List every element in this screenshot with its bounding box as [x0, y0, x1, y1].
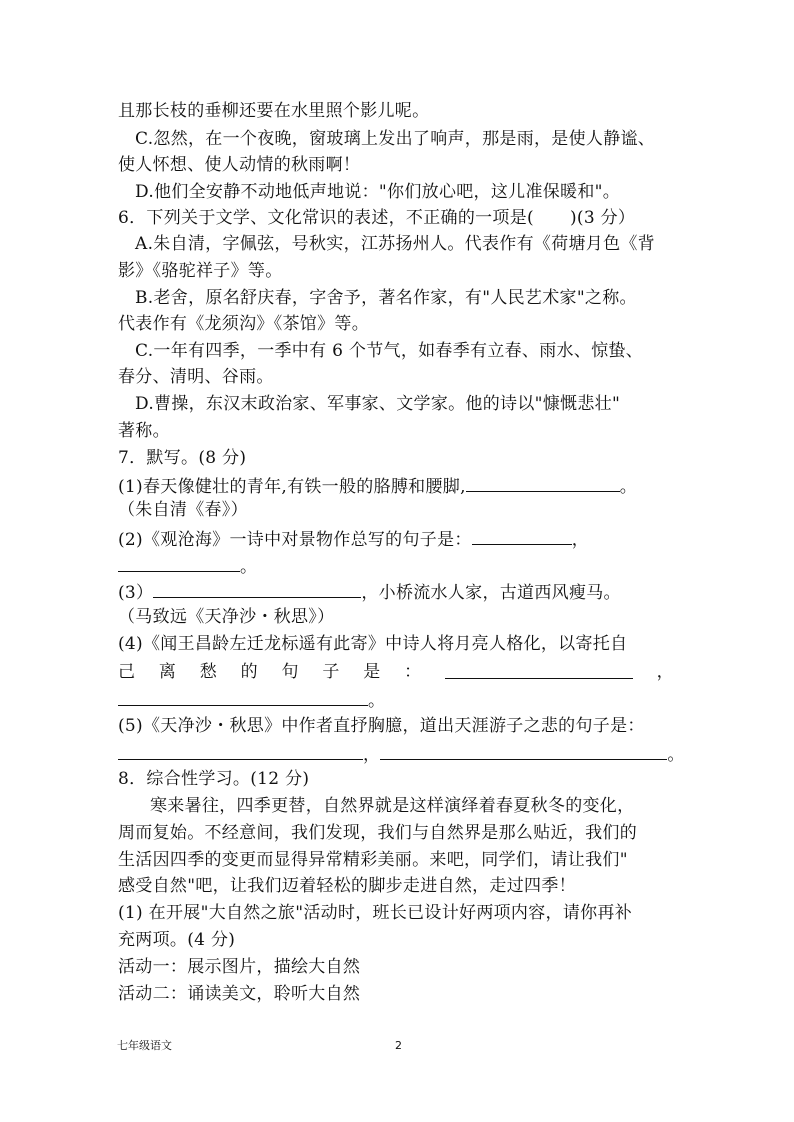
q8-passage-line: 寒来暑往，四季更替，自然界就是这样演绎着春夏秋冬的变化，	[150, 796, 635, 816]
question-6-score: )(3 分）	[569, 208, 636, 228]
q7-item-2-cont	[118, 555, 257, 577]
char: 子	[322, 662, 340, 682]
q7-item-4: (4)《闻王昌龄左迁龙标遥有此寄》中诗人将月亮人格化，以寄托自	[118, 634, 628, 654]
question-6-text: 6．下列关于文学、文化常识的表述，不正确的一项是(	[118, 208, 534, 228]
q8-sub-1-cont: 充两项。(4 分)	[118, 930, 236, 950]
q5-option-c: C.忽然，在一个夜晚，窗玻璃上发出了响声，那是雨，是使人静谧、	[135, 129, 656, 149]
q6-option-c: C.一年有四季，一季中有 6 个节气，如春季有立春、雨水、惊蛰、	[135, 341, 644, 361]
q6-option-d-cont: 著称。	[118, 421, 170, 441]
q8-passage-line: 周而复始。不经意间，我们发现，我们与自然界是那么贴近，我们的	[118, 823, 637, 843]
activity-2: 活动二：诵读美文，聆听大自然	[118, 984, 361, 1004]
q6-option-a: A.朱自清，字佩弦，号秋实，江苏扬州人。代表作有《荷塘月色《背	[135, 234, 655, 254]
question-7-stem: 7．默写。(8 分)	[118, 448, 247, 468]
q7-item-1-text: (1)春天像健壮的青年,有铁一般的胳膊和腰脚,	[118, 477, 466, 497]
char: 离	[158, 662, 177, 682]
punct: 。	[240, 557, 258, 577]
punct: 。	[619, 477, 638, 497]
char: 愁	[199, 662, 218, 682]
q7-item-1-source: （朱自清《春》）	[118, 500, 248, 520]
q6-option-b: B.老舍，原名舒庆春，字舍予，著名作家，有"人民艺术家"之称。	[135, 288, 637, 308]
answer-blank[interactable]	[118, 743, 363, 760]
q8-sub-1: (1) 在开展"大自然之旅"活动时，班长已设计好两项内容，请你再补	[118, 903, 633, 923]
q7-item-1	[118, 475, 637, 497]
char: ：	[404, 662, 422, 682]
punct: ，	[656, 662, 674, 682]
q7-item-4-cont	[118, 662, 674, 682]
answer-blank[interactable]	[153, 581, 361, 598]
q7-item-2	[118, 528, 589, 550]
question-6-stem	[118, 208, 635, 228]
answer-blank[interactable]	[466, 475, 620, 492]
char: 己	[118, 662, 136, 682]
q6-option-b-cont: 代表作有《龙须沟》《茶馆》等。	[118, 314, 369, 334]
answer-blank[interactable]	[118, 555, 240, 572]
q5-option-d: D.他们全安静不动地低声地说："你们放心吧，这儿准保暖和"。	[135, 182, 621, 202]
char: 是	[363, 662, 381, 682]
q8-passage-line: 生活因四季的变更而显得异常精彩美丽。来吧，同学们，请让我们"	[118, 850, 628, 870]
q6-option-d: D.曹操，东汉末政治家、军事家、文学家。他的诗以"慷慨悲壮"	[135, 394, 621, 414]
justified-line	[118, 662, 674, 682]
punct: 。	[667, 745, 685, 765]
punct: 。	[368, 691, 386, 711]
q7-item-5-cont	[118, 743, 685, 765]
footer-page-number: 2	[395, 1039, 402, 1052]
answer-blank[interactable]	[472, 528, 572, 545]
q7-item-3-label: (3）	[118, 583, 154, 603]
q6-option-c-cont: 春分、清明、谷雨。	[118, 367, 274, 387]
q7-item-3-source: （马致远《天净沙・秋思》）	[118, 607, 335, 627]
answer-blank[interactable]	[445, 662, 633, 679]
q5-option-b-tail: 且那长枝的垂柳还要在水里照个影儿呢。	[118, 101, 430, 121]
q7-item-3	[118, 581, 621, 603]
q8-passage-line: 感受自然"吧，让我们迈着轻松的脚步走进自然，走过四季！	[118, 876, 576, 896]
q7-item-5: (5)《天净沙・秋思》中作者直抒胸臆，道出天涯游子之悲的句子是：	[118, 716, 645, 736]
punct: ，	[363, 745, 381, 765]
punct: ，	[571, 530, 589, 550]
answer-blank[interactable]	[118, 689, 368, 706]
answer-blank[interactable]	[380, 743, 667, 760]
char: 的	[240, 662, 258, 682]
q7-item-3-text: ，小桥流水人家，古道西风瘦马。	[361, 583, 621, 603]
question-8-stem: 8．综合性学习。(12 分)	[118, 769, 310, 789]
char: 句	[281, 662, 299, 682]
q7-item-2-text: (2)《观沧海》一诗中对景物作总写的句子是：	[118, 530, 472, 550]
q7-item-4-cont2	[118, 689, 385, 711]
activity-1: 活动一：展示图片，描绘大自然	[118, 957, 361, 977]
footer-subject: 七年级语文	[117, 1039, 172, 1052]
q6-option-a-cont: 影》《骆驼祥子》等。	[118, 261, 283, 281]
q5-option-c-cont: 使人怀想、使人动情的秋雨啊！	[118, 155, 361, 175]
